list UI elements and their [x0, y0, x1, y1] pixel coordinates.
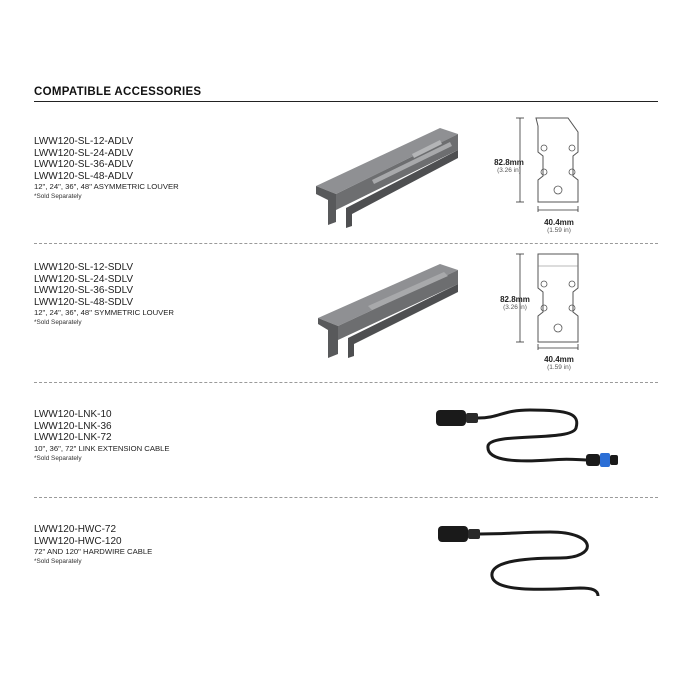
asymmetric-louver-image [312, 124, 462, 228]
model-number: LWW120-HWC-120 [34, 535, 122, 547]
model-number: LWW120-SL-12-ADLV [34, 136, 134, 147]
model-number: LWW120-SL-24-SDLV [34, 273, 134, 285]
model-number: LWW120-LNK-72 [34, 432, 112, 444]
hardwire-cable-image [430, 518, 610, 598]
link-cable-image [430, 400, 630, 486]
model-number: LWW120-SL-24-ADLV [34, 147, 134, 159]
accessory-description: 12", 24", 36", 48" ASYMMETRIC LOUVER [34, 182, 179, 192]
sold-separately-note: *Sold Separately [34, 454, 82, 462]
accessory-link-extension-cable [34, 409, 170, 463]
symmetric-louver-image [312, 260, 462, 360]
model-number: LWW120-LNK-10 [34, 409, 112, 420]
width-dimension: 40.4mm (1.59 in) [544, 355, 574, 371]
accessory-asymmetric-louver [34, 136, 179, 201]
section-heading: COMPATIBLE ACCESSORIES [34, 86, 202, 98]
sold-separately-note: *Sold Separately [34, 319, 82, 327]
model-number: LWW120-SL-36-ADLV [34, 159, 134, 171]
width-dimension: 40.4mm (1.59 in) [544, 218, 574, 234]
section-divider [34, 382, 658, 383]
sold-separately-note: *Sold Separately [34, 558, 82, 566]
model-number: LWW120-SL-12-SDLV [34, 262, 134, 273]
heading-rule [34, 101, 658, 102]
section-divider [34, 243, 658, 244]
height-dimension: 82.8mm (3.26 in) [500, 295, 530, 311]
height-dimension: 82.8mm (3.26 in) [494, 158, 524, 174]
accessory-symmetric-louver [34, 262, 174, 327]
model-number: LWW120-LNK-36 [34, 420, 112, 432]
model-number: LWW120-SL-36-SDLV [34, 285, 134, 297]
accessory-hardwire-cable [34, 524, 152, 566]
model-number: LWW120-SL-48-SDLV [34, 296, 134, 308]
model-number: LWW120-HWC-72 [34, 524, 117, 535]
sold-separately-note: *Sold Separately [34, 193, 82, 201]
model-number: LWW120-SL-48-ADLV [34, 170, 134, 182]
accessory-description: 72" AND 120" HARDWIRE CABLE [34, 547, 153, 557]
accessory-description: 10", 36", 72" LINK EXTENSION CABLE [34, 443, 170, 453]
accessory-description: 12", 24", 36", 48" SYMMETRIC LOUVER [34, 308, 174, 318]
section-divider [34, 497, 658, 498]
